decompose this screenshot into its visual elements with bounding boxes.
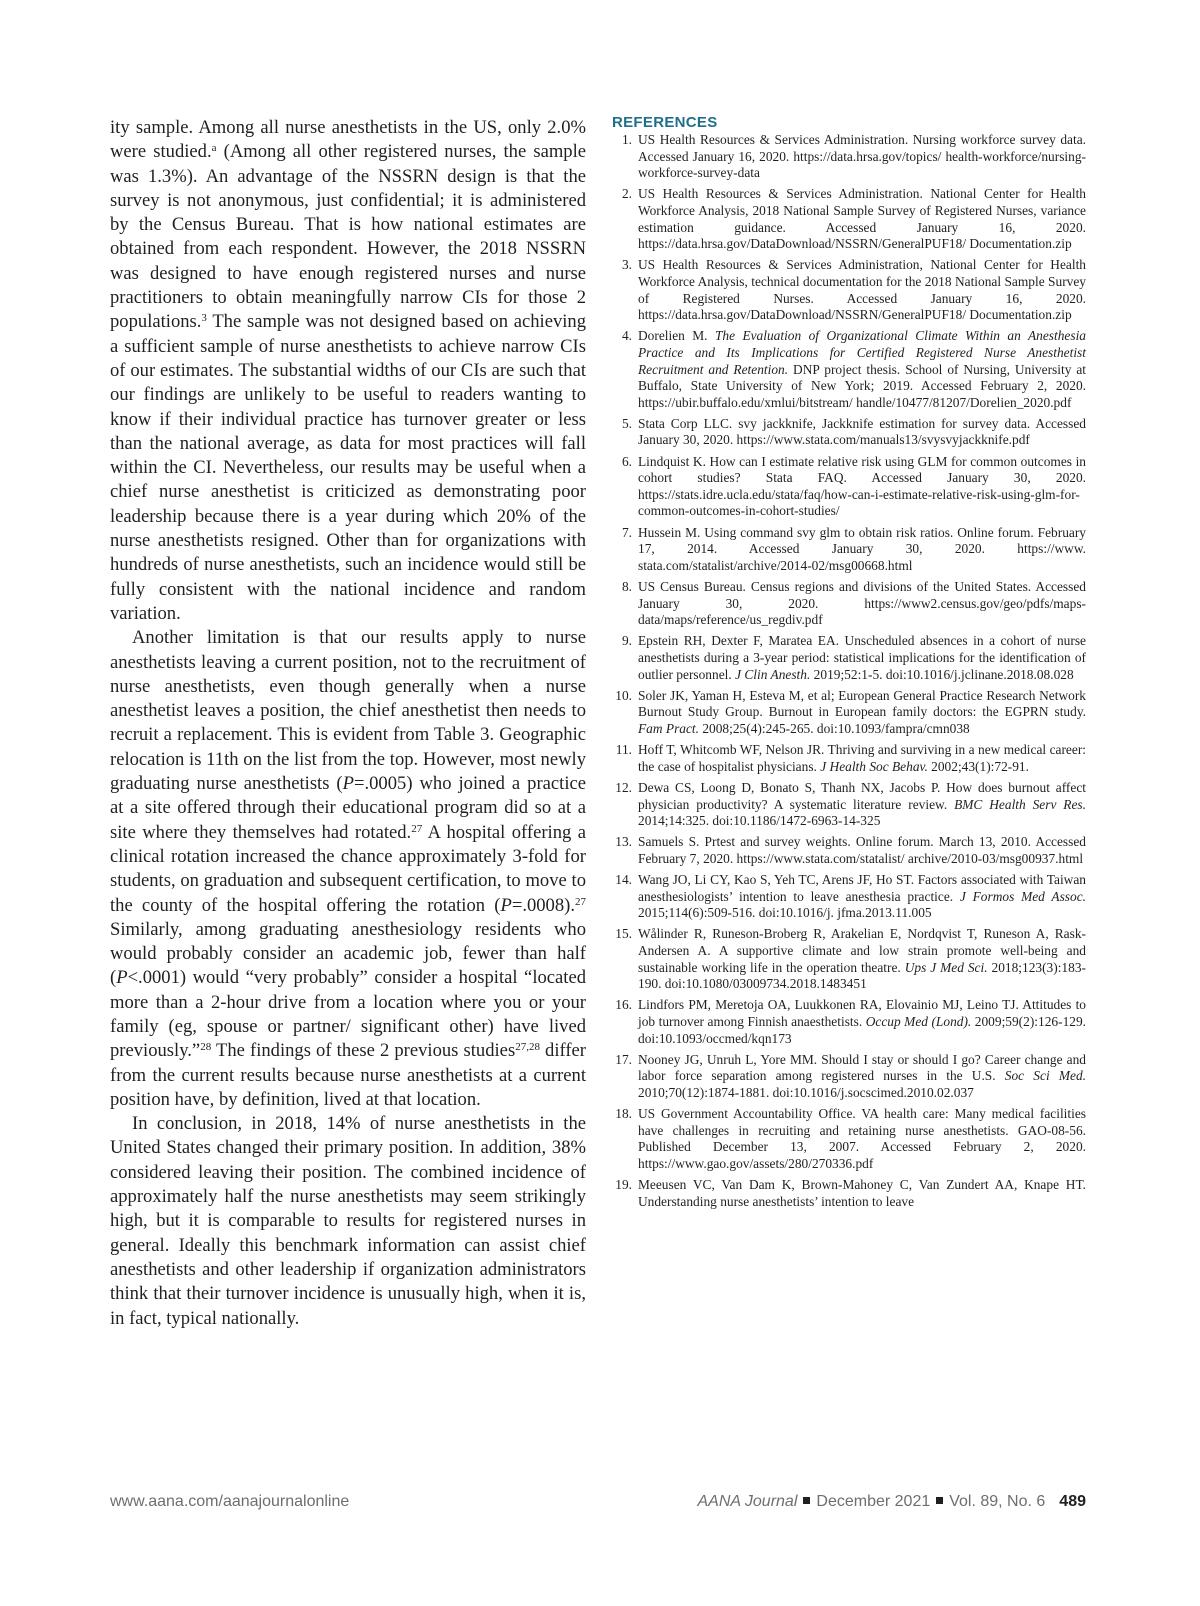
reference-number: 16.	[615, 997, 632, 1013]
text-run: 2014;14:325. doi:10.1186/1472-6963-14-325	[638, 813, 881, 829]
footer-journal-info	[697, 1493, 1086, 1511]
page-footer	[110, 1493, 1086, 1517]
reference-number: 18.	[615, 1106, 632, 1122]
text-run: 2010;70(12):1874-1881. doi:10.1016/j.socscimed.2010.02.037	[638, 1084, 974, 1100]
references-list	[612, 132, 1086, 1210]
reference-number: 9.	[621, 633, 632, 649]
references-heading: REFERENCES	[612, 114, 718, 131]
text-run: 2019;52:1-5. doi:10.1016/j.jclinane.2018.08.028	[810, 666, 1074, 682]
italic-text: P	[342, 773, 354, 795]
reference-number: 3.	[621, 257, 632, 273]
text-run: US Health Resources & Services Administration, National Center for Health Workforce Analysis, technical documentation for the 2018 National Sample Survey of Registered Nurses. Accessed January 16, 2020. https://data.hrsa.gov/DataDownload/NSSRN/GeneralPUF18/ Documentation.zip	[638, 257, 1086, 323]
reference-number: 15.	[615, 926, 632, 942]
italic-text: The Evaluation of Organizational Climate Within an Anesthesia Practice and Its Implications for Certified Registered Nurse Anesthetist Recruitment and Retention.	[638, 328, 1086, 377]
text-run: =.0008).	[511, 894, 575, 916]
reference-item	[612, 780, 1086, 830]
text-run: 2009;59(2):126-129. doi:10.1093/occmed/kqn173	[638, 1014, 1086, 1046]
text-run: The sample was not designed based on achieving a sufficient sample of nurse anesthetists to achieve narrow CIs of our estimates. The substantial widths of our CIs are such that our findings are unlikely to be useful to readers wanting to know if their individual practice has turnover greater or less than the national average, as data for most practices will fall within the CI. Nevertheless, our results may be useful when a chief nurse anesthetist is criticized as demonstrating poor leadership because there is a year during which 20% of the nurse anesthetists resigned. Other than for organizations with hundreds of nurse anesthetists, such an incidence would still be fully consistent with the national incidence and random variation.	[110, 311, 586, 624]
text-run: US Census Bureau. Census regions and divisions of the United States. Accessed January 30, 2020. https://www2.census.gov/geo/pdfs/maps-data/maps/reference/us_regdiv.pdf	[638, 579, 1086, 628]
reference-number: 1.	[621, 132, 632, 147]
square-bullet-icon	[936, 1497, 943, 1504]
text-run: A hospital offering a clinical rotation increased the chance approximately 3-fold for students, on graduation and subsequent certification, to move to the county of the hospital offering the rotation (	[110, 821, 586, 916]
reference-item	[612, 872, 1086, 922]
reference-item	[612, 579, 1086, 629]
body-paragraph	[110, 626, 586, 1112]
text-run: US Health Resources & Services Administration. National Center for Health Workforce Analysis, 2018 National Sample Survey of Registered Nurses, variance estimation guidance. Accessed January 16, 2020. https://data.hrsa.gov/DataDownload/NSSRN/GeneralPUF18/ Documentation.zip	[638, 186, 1086, 252]
text-run: Samuels S. Prtest and survey weights. Online forum. March 13, 2010. Accessed February 7, 2020. https://www.stata.com/statalist/ archive/2010-03/msg00937.html	[638, 834, 1086, 866]
footer-date: December 2021	[816, 1493, 931, 1510]
italic-text: P	[116, 967, 128, 989]
text-run: DNP project thesis. School of Nursing, University at Buffalo, State University of New York; 2019. Accessed February 2, 2020. https://ubir.buffalo.edu/xmlui/bitstream/ handle/10477/81207/Dorelien_2020.pdf	[638, 361, 1087, 410]
reference-number: 19.	[615, 1177, 632, 1193]
text-run: 2002;43(1):72-91.	[927, 758, 1029, 774]
reference-item	[612, 186, 1086, 252]
reference-item	[612, 633, 1086, 683]
reference-number: 8.	[621, 579, 632, 594]
citation-superscript: 27	[411, 822, 423, 835]
footer-url[interactable]: www.aana.com/aanajournalonline	[110, 1493, 350, 1510]
reference-item	[612, 1052, 1086, 1102]
page-number: 489	[1059, 1493, 1086, 1510]
reference-number: 7.	[621, 524, 632, 540]
text-run: differ from the current results because nurse anesthetists at a current position have, by definition, lived at that location.	[110, 1040, 587, 1110]
reference-number: 11.	[615, 742, 632, 758]
text-run: Hussein M. Using command svy glm to obtain risk ratios. Online forum. February 17, 2014. Accessed January 30, 2020. https://www. stata.com/statalist/archive/2014-02/msg00668.html	[638, 524, 1086, 573]
footer-volume: Vol. 89, No. 6	[949, 1493, 1046, 1510]
text-run: US Health Resources & Services Administration. Nursing workforce survey data. Accessed January 16, 2020. https://data.hrsa.gov/topics/ health-workforce/nursing-workforce-survey-data	[638, 132, 1086, 181]
italic-text: Occup Med (Lond).	[865, 1014, 972, 1029]
text-run: Dewa CS, Loong D, Bonato S, Thanh NX, Jacobs P. How does burnout affect physician productivity? A systematic literature review.	[638, 779, 1086, 812]
text-run: (Among all other registered nurses, the sample was 1.3%). An advantage of the NSSRN design is that the survey is not anonymous, just confidential; it is administered by the Census Bureau. That is how national estimates are obtained from each respondent. However, the 2018 NSSRN was designed to have enough registered nurses and nurse practitioners to obtain meaningfully narrow CIs for those 2 populations.	[110, 141, 586, 333]
reference-item	[612, 257, 1086, 323]
reference-item	[612, 1177, 1086, 1210]
text-run: US Government Accountability Office. VA health care: Many medical facilities have challenges in recruiting and retaining nurse anesthetists. GAO-08-56. Published December 13, 2007. Accessed February 2, 2020. https://www.gao.gov/assets/280/270336.pdf	[638, 1106, 1086, 1171]
reference-item	[612, 926, 1086, 992]
text-run: Hoff T, Whitcomb WF, Nelson JR. Thriving and surviving in a new medical career: the case of hospitalist physicians.	[638, 742, 1086, 774]
text-run: 2018;123(3):183-190. doi:10.1080/03009734.2018.1483451	[638, 959, 1086, 992]
reference-number: 12.	[615, 779, 632, 795]
references-column	[612, 114, 1086, 1215]
citation-superscript: 28	[200, 1041, 212, 1054]
italic-text: Ups J Med Sci.	[904, 959, 988, 975]
text-run: Nooney JG, Unruh L, Yore MM. Should I stay or should I go? Career change and labor force separation among registered nurses in the U.S.	[638, 1051, 1086, 1084]
reference-item	[612, 834, 1086, 867]
reference-number: 5.	[621, 415, 632, 431]
reference-number: 13.	[615, 834, 632, 850]
reference-item	[612, 416, 1086, 449]
reference-item	[612, 525, 1086, 575]
text-run: Wang JO, Li CY, Kao S, Yeh TC, Arens JF, Ho ST. Factors associated with Taiwan anesthesiologists’ intention to leave anesthesia practice.	[638, 872, 1086, 904]
reference-item	[612, 997, 1086, 1047]
body-paragraph	[110, 1112, 586, 1331]
citation-superscript: 27,28	[515, 1041, 540, 1054]
text-run: ity sample. Among all nurse anesthetists in the US, only 2.0% were studied.	[110, 117, 586, 163]
text-run: The findings of these 2 previous studies	[211, 1040, 516, 1062]
reference-item	[612, 454, 1086, 520]
reference-item	[612, 742, 1086, 775]
italic-text: J Formos Med Assoc.	[959, 888, 1086, 904]
citation-superscript: 27	[575, 895, 586, 908]
italic-text: BMC Health Serv Res.	[954, 796, 1086, 812]
text-run: Epstein RH, Dexter F, Maratea EA. Unscheduled absences in a cohort of nurse anesthetists during a 3-year period: statistical implications for the identification of outlier personnel.	[638, 633, 1086, 682]
citation-superscript: 3	[201, 312, 207, 325]
text-run: 2015;114(6):509-516. doi:10.1016/j. jfma.2013.11.005	[638, 905, 932, 921]
reference-item	[612, 132, 1086, 182]
reference-number: 14.	[615, 872, 632, 888]
reference-item	[612, 1106, 1086, 1172]
italic-text: P	[500, 894, 512, 916]
text-run: Soler JK, Yaman H, Esteva M, et al; European General Practice Research Network Burnout Study Group. Burnout in European family doctors: the EGPRN study.	[638, 687, 1086, 720]
reference-number: 6.	[621, 453, 632, 469]
body-text-column	[110, 116, 586, 1331]
italic-text: Soc Sci Med.	[1004, 1068, 1086, 1084]
footer-journal-name: AANA Journal	[697, 1493, 798, 1510]
text-run: In conclusion, in 2018, 14% of nurse anesthetists in the United States changed their primary position. In addition, 38% considered leaving their position. The combined incidence of approximately half the nurse anesthetists may seem strikingly high, but it is comparable to results for registered nurses in general. Ideally this benchmark information can assist chief anesthetists and other leadership if organization administrators think that their turnover incidence is unusually high, when it is, in fact, typical nationally.	[110, 1113, 586, 1329]
reference-number: 17.	[615, 1051, 632, 1067]
text-run: Stata Corp LLC. svy jackknife, Jackknife estimation for survey data. Accessed January 30, 2020. https://www.stata.com/manuals13/svysvyjackknife.pdf	[638, 415, 1086, 448]
text-run: Another limitation is that our results apply to nurse anesthetists leaving a current position, not to the recruitment of nurse anesthetists, even though generally when a nurse anesthetist leaves a position, the chief anesthetist then needs to recruit a replacement. This is evident from Table 3. Geographic relocation is 11th on the list from the top. However, most newly graduating nurse anesthetists (	[110, 627, 586, 795]
text-run: =.0005) who joined a practice at a site offered through their educational program did so at a site where they themselves had rotated.	[110, 773, 586, 843]
text-run: Meeusen VC, Van Dam K, Brown-Mahoney C, Van Zundert AA, Knape HT. Understanding nurse anesthetists’ intention to leave	[638, 1177, 1086, 1209]
reference-item	[612, 328, 1086, 411]
italic-text: J Health Soc Behav.	[820, 758, 928, 774]
italic-text: Fam Pract.	[638, 720, 699, 736]
reference-number: 10.	[615, 687, 632, 703]
text-run: Wålinder R, Runeson-Broberg R, Arakelian E, Nordqvist T, Runeson A, Rask-Andersen A. A supportive climate and low strain promote well-being and sustainable working life in the operation theatre.	[638, 926, 1086, 975]
reference-number: 4.	[621, 328, 632, 344]
body-paragraph	[110, 116, 586, 626]
reference-number: 2.	[621, 186, 632, 202]
text-run: Dorelien M.	[638, 328, 715, 344]
square-bullet-icon	[803, 1497, 810, 1504]
citation-superscript: a	[211, 142, 217, 155]
text-run: Lindquist K. How can I estimate relative risk using GLM for common outcomes in cohort studies? Stata FAQ. Accessed January 30, 2020. https://stats.idre.ucla.edu/stata/faq/how-can-i-estimate-relative-risk-using-glm-for-common-outcomes-in-cohort-studies/	[638, 453, 1086, 519]
reference-item	[612, 688, 1086, 738]
italic-text: J Clin Anesth.	[735, 666, 811, 682]
text-run: 2008;25(4):245-265. doi:10.1093/fampra/cmn038	[699, 720, 970, 736]
text-run: <.0001) would “very probably” consider a hospital “located more than a 2-hour drive from a location where you or your family (eg, spouse or partner/ significant other) have lived previously.”	[110, 967, 586, 1062]
text-run: Similarly, among graduating anesthesiology residents who would probably consider an academic job, fewer than half (	[110, 918, 586, 989]
text-run: Lindfors PM, Meretoja OA, Luukkonen RA, Elovainio MJ, Leino TJ. Attitudes to job turnover among Finnish anaesthetists.	[638, 997, 1086, 1029]
